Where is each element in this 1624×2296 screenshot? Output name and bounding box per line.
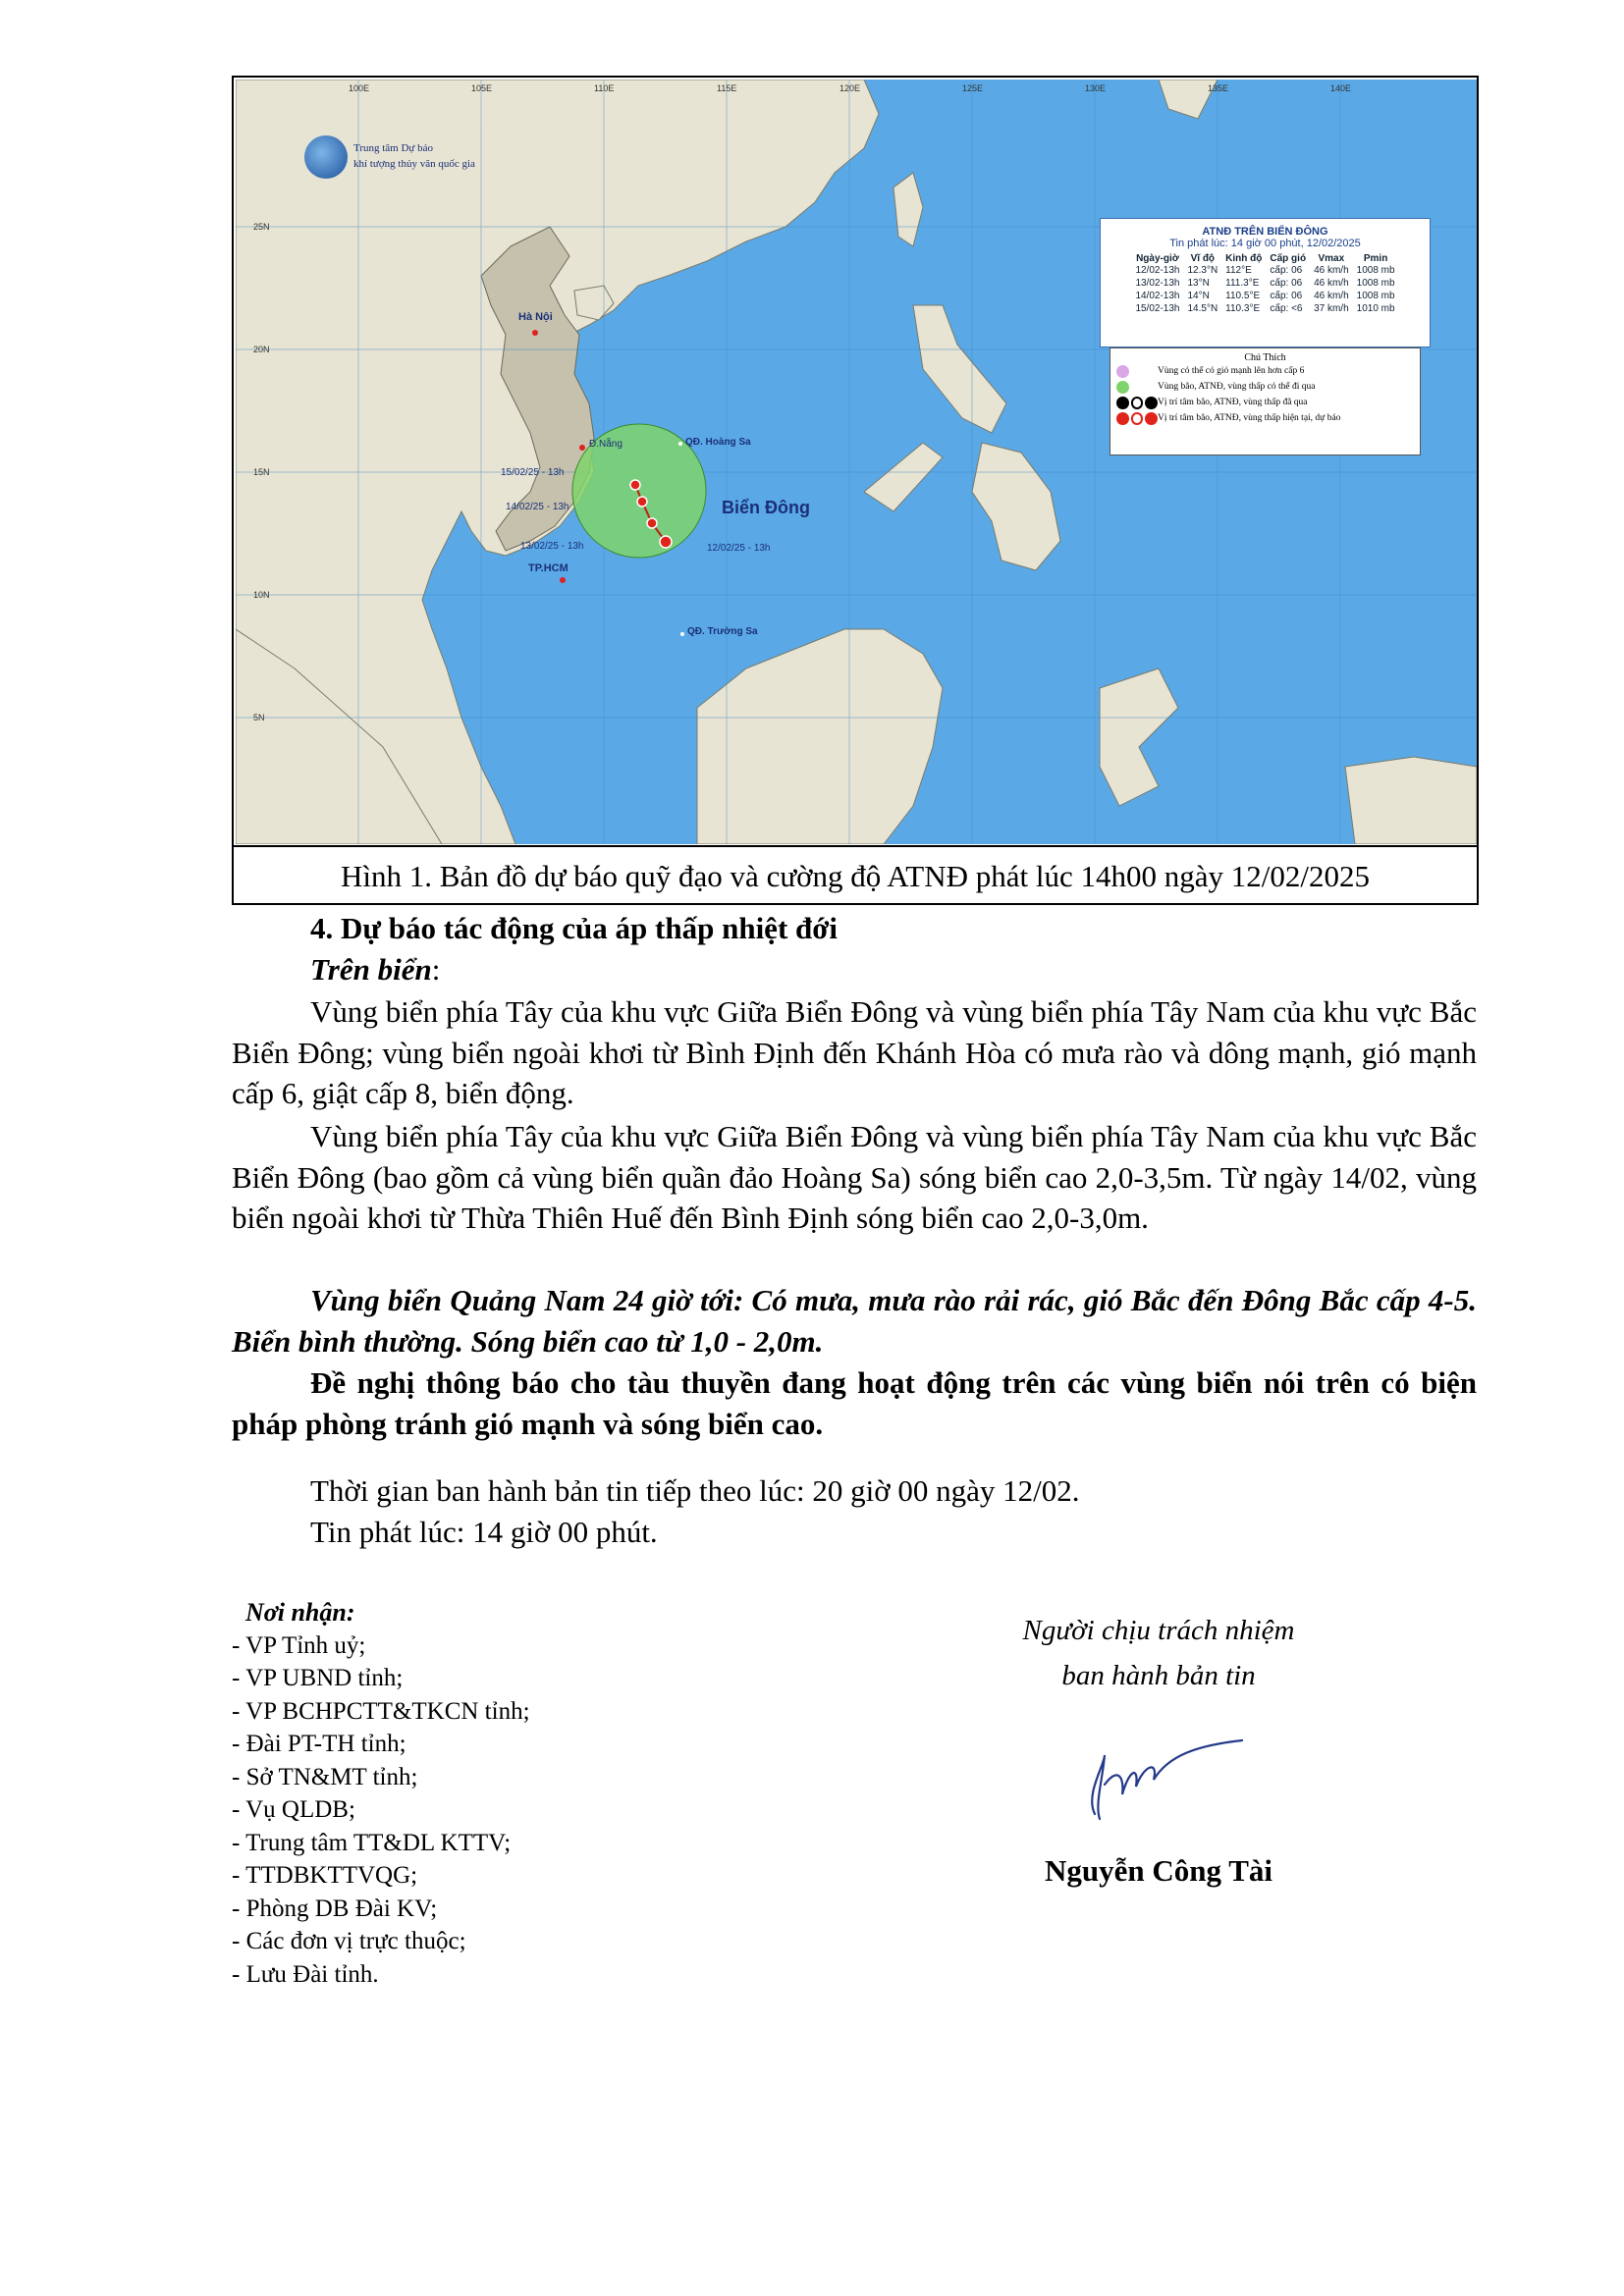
info-cell: 12.3°N: [1187, 265, 1218, 276]
recipient-item: - VP BCHPCTT&TKCN tỉnh;: [232, 1697, 530, 1725]
info-subtitle: Tin phát lúc: 14 giờ 00 phút, 12/02/2025: [1169, 238, 1361, 249]
info-cell: 46 km/h: [1314, 265, 1349, 276]
paragraph-1: Vùng biển phía Tây của khu vực Giữa Biển Đông và vùng biển phía Tây Nam của khu vực Bắc Biển Đông; vùng biển ngoài khơi từ Bình Định đến Khánh Hòa có mưa rào và dông mạnh, gió mạnh cấp 6, giật cấp 8, biển động.: [232, 994, 1477, 1110]
legend-row: [1116, 395, 1420, 410]
label-tphcm: TP.HCM: [528, 562, 568, 574]
logo-text: [353, 140, 475, 172]
info-title: ATNĐ TRÊN BIỂN ĐÔNG: [1202, 226, 1328, 238]
legend-text: Vị trí tâm bão, ATNĐ, vùng thấp hiện tại, dự báo: [1158, 413, 1341, 423]
hoangsa-marker: [678, 442, 682, 446]
recipient-item: - Đài PT-TH tỉnh;: [232, 1731, 406, 1757]
truongsa-marker: [680, 632, 684, 636]
recipient-item: - Phòng DB Đài KV;: [232, 1895, 438, 1922]
info-header: Cấp gió: [1270, 253, 1307, 264]
green-dot-icon: [1116, 381, 1129, 394]
info-header: Pmin: [1363, 253, 1388, 264]
legend-row: [1116, 363, 1420, 379]
info-cell: 110.5°E: [1225, 291, 1261, 301]
map-graphic: [236, 80, 1477, 844]
info-cell: 14.5°N: [1187, 303, 1218, 314]
red-circle-icon: [1131, 412, 1144, 425]
info-cell: 14°N: [1187, 291, 1210, 301]
tphcm-marker: [560, 577, 566, 583]
info-cell: 46 km/h: [1314, 278, 1349, 289]
label-truongsa: QĐ. Trường Sa: [687, 626, 758, 637]
info-cell: 13°N: [1187, 278, 1210, 289]
forecast-map: [236, 80, 1477, 844]
red-storm-icon: [1116, 412, 1129, 425]
info-cell: 1010 mb: [1356, 303, 1395, 314]
legend-text: Vị trí tâm bão, ATNĐ, vùng thấp đã qua: [1158, 398, 1308, 407]
lon-label: 135E: [1208, 83, 1229, 93]
info-cell: 111.3°E: [1225, 278, 1260, 289]
track-label-14: 14/02/25 - 13h: [506, 502, 569, 512]
handwritten-signature: [1075, 1726, 1252, 1834]
lon-label: 115E: [717, 83, 737, 93]
red-low-icon: [1145, 412, 1158, 425]
info-header: Kinh độ: [1225, 253, 1263, 264]
info-header: Vĩ độ: [1190, 253, 1216, 264]
figure-caption: Hình 1. Bản đồ dự báo quỹ đạo và cường độ ATNĐ phát lúc 14h00 ngày 12/02/2025: [234, 845, 1477, 906]
paragraph-2: Vùng biển phía Tây của khu vực Giữa Biển Đông và vùng biển phía Tây Nam của khu vực Bắc Biển Đông (bao gồm cả vùng biển quần đảo Hoàng Sa) sóng biển cao 2,0-3,5m. Từ ngày 14/02, vùng biển ngoài khơi từ Thừa Thiên Huế đến Bình Định sóng biển cao 2,0-3,0m.: [232, 1119, 1477, 1235]
info-cell: 110.3°E: [1225, 303, 1261, 314]
legend-row: [1116, 379, 1420, 395]
info-row: [1131, 302, 1398, 315]
info-header: Ngày-giờ: [1136, 253, 1179, 264]
paragraph-4: Đề nghị thông báo cho tàu thuyền đang hoạt động trên các vùng biển nói trên có biện pháp phòng tránh gió mạnh và sóng biển cao.: [232, 1365, 1477, 1441]
info-cell: 1008 mb: [1356, 265, 1395, 276]
paragraph-5: Thời gian ban hành bản tin tiếp theo lúc: 20 giờ 00 ngày 12/02.: [310, 1473, 1080, 1508]
recipient-item: - TTDBKTTVQG;: [232, 1862, 418, 1889]
subheading-text: Trên biển: [310, 952, 432, 987]
legend-text: Vùng có thể có gió mạnh lên hơn cấp 6: [1158, 366, 1305, 376]
track-label-13: 13/02/25 - 13h: [520, 541, 584, 552]
info-row: [1131, 277, 1398, 290]
lat-label: 5N: [253, 713, 265, 722]
recipients-title: Nơi nhận:: [245, 1598, 355, 1627]
danang-marker: [579, 445, 585, 451]
section-heading: 4. Dự báo tác động của áp thấp nhiệt đới: [310, 911, 839, 945]
recipient-item: - Vụ QLDB;: [232, 1796, 355, 1823]
hanoi-marker: [532, 330, 538, 336]
purple-dot-icon: [1116, 365, 1129, 378]
recipients-list: [232, 1596, 530, 1991]
info-cell: 12/02-13h: [1135, 265, 1180, 276]
recipient-item: - Lưu Đài tỉnh.: [232, 1960, 379, 1988]
lon-label: 105E: [471, 83, 493, 93]
recipient-item: - Trung tâm TT&DL KTTV;: [232, 1829, 512, 1856]
subheading: [310, 952, 440, 988]
recipient-item: - VP Tỉnh uỷ;: [232, 1631, 366, 1659]
label-hoangsa: QĐ. Hoàng Sa: [685, 437, 751, 448]
lon-label: 100E: [349, 83, 370, 93]
info-table: [1131, 253, 1398, 315]
info-cell: cấp: 06: [1270, 265, 1303, 276]
info-cell: 1008 mb: [1356, 278, 1395, 289]
label-biendong: Biển Đông: [722, 498, 810, 517]
info-cell: 112°E: [1225, 265, 1252, 276]
label-danang: Đ.Nẵng: [589, 439, 623, 450]
info-row: [1131, 290, 1398, 302]
track-point-15: [630, 480, 640, 490]
black-circle-icon: [1131, 397, 1144, 409]
recipient-item: - Sở TN&MT tỉnh;: [232, 1763, 418, 1790]
land-newguinea: [1345, 757, 1477, 844]
logo-line2: khí tượng thủy văn quốc gia: [353, 158, 475, 170]
info-cell: cấp: <6: [1270, 303, 1303, 314]
recipient-item: - Các đơn vị trực thuộc;: [232, 1928, 466, 1954]
signer-name: Nguyễn Công Tài: [1045, 1853, 1272, 1888]
info-header: Vmax: [1318, 253, 1345, 264]
black-storm-icon: [1116, 397, 1129, 409]
black-low-icon: [1145, 397, 1158, 409]
signer-role-line2: ban hành bản tin: [1061, 1660, 1256, 1691]
recipient-item: - VP UBND tỉnh;: [232, 1665, 404, 1691]
info-cell: 13/02-13h: [1135, 278, 1180, 289]
info-cell: 46 km/h: [1314, 291, 1349, 301]
legend-text: Vùng bão, ATNĐ, vùng thấp có thể đi qua: [1158, 382, 1316, 392]
legend-title: Chú Thích: [1244, 352, 1286, 363]
forecast-map-figure: [232, 76, 1479, 905]
label-hanoi: Hà Nội: [518, 311, 553, 323]
logo-line1: Trung tâm Dự báo: [353, 142, 434, 154]
subheading-colon: :: [431, 952, 441, 987]
lat-label: 15N: [253, 467, 270, 477]
track-label-12: 12/02/25 - 13h: [707, 543, 771, 554]
info-cell: 37 km/h: [1314, 303, 1349, 314]
paragraph-6: Tin phát lúc: 14 giờ 00 phút.: [310, 1515, 658, 1549]
nchmf-logo: [304, 135, 348, 179]
track-point-13: [647, 518, 657, 528]
track-point-14: [637, 497, 647, 507]
info-row: [1131, 264, 1398, 277]
legend-row: [1116, 410, 1420, 426]
storm-info-box: [1100, 218, 1431, 347]
lon-label: 130E: [1085, 83, 1107, 93]
paragraph-3: Vùng biển Quảng Nam 24 giờ tới: Có mưa, mưa rào rải rác, gió Bắc đến Đông Bắc cấp 4-5. Biển bình thường. Sóng biển cao từ 1,0 - 2,0m.: [232, 1283, 1477, 1359]
info-cell: cấp: 06: [1270, 291, 1303, 301]
info-cell: 14/02-13h: [1135, 291, 1180, 301]
info-cell: cấp: 06: [1270, 278, 1303, 289]
info-cell: 15/02-13h: [1135, 303, 1180, 314]
lat-label: 20N: [253, 345, 270, 354]
lon-label: 110E: [594, 83, 615, 93]
lat-label: 10N: [253, 590, 270, 600]
lat-label: 25N: [253, 222, 270, 232]
lon-label: 125E: [962, 83, 984, 93]
lon-label: 120E: [839, 83, 861, 93]
track-point-12: [660, 536, 672, 548]
signer-role-line1: Người chịu trách nhiệm: [1022, 1615, 1295, 1646]
map-legend: [1110, 347, 1421, 455]
info-cell: 1008 mb: [1356, 291, 1395, 301]
signature-block: [982, 1608, 1335, 1888]
lon-label: 140E: [1330, 83, 1352, 93]
track-label-15: 15/02/25 - 13h: [501, 467, 565, 478]
